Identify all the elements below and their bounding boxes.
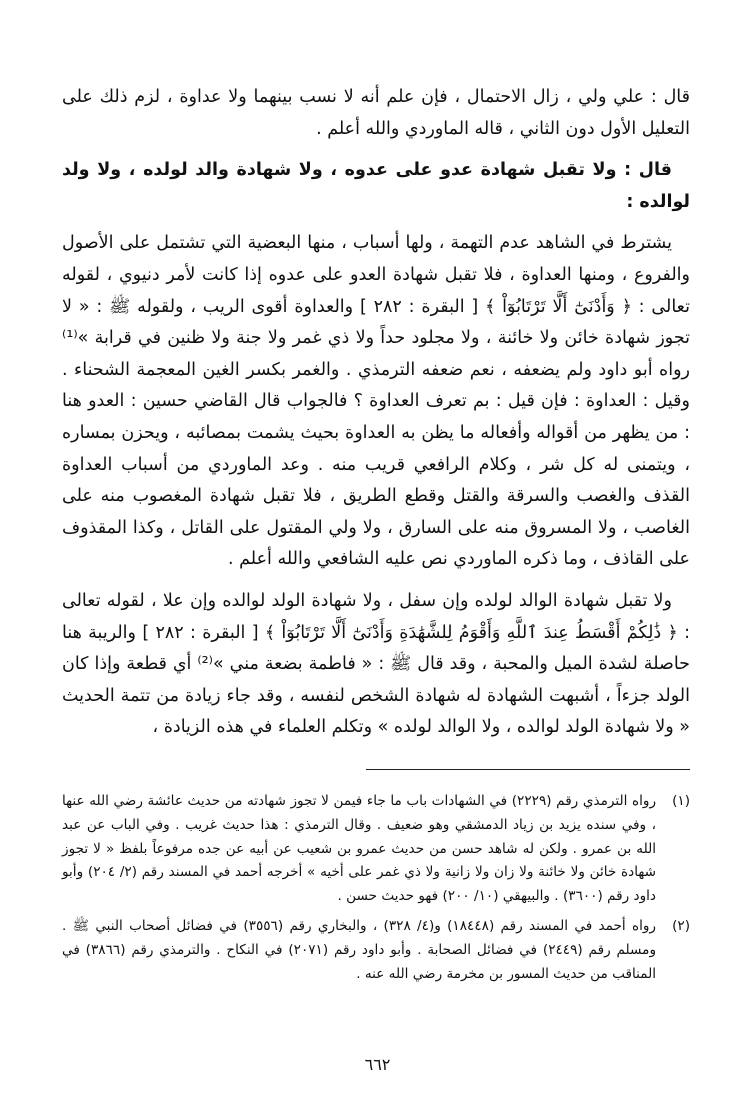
footnote-text: رواه الترمذي رقم (٢٢٢٩) في الشهادات باب ما جاء فيمن لا تجوز شهادته من حديث عائشة رضي الله عنها ، وفي سنده يزيد بن زياد الدمشقي وهو ضعيف . وقال الترمذي : هذا حديث غريب . وفي الباب عن عبد الله بن عمرو . ولكن له شاهد حسن من حديث عمرو بن شعيب عن أبيه عن جده مرفوعاً بلفظ « لا تجوز شهادة خائن ولا خائنة ولا زان ولا زانية ولا ذي غمر على أخيه » أخرجه أحمد في المسند رقم (٢/ ٢٠٤) وأبو داود رقم (٣٦٠٠) . والبيهقي (١٠/ ٢٠٠) فهو حديث حسن . (62, 793, 657, 905)
footnote-text: رواه أحمد في المسند رقم (١٨٤٤٨) و(٤/ ٣٢٨) ، والبخاري رقم (٣٥٥٦) في فضائل أصحاب النبي ﷺ . ومسلم رقم (٢٤٤٩) في فضائل الصحابة . وأبو داود رقم (٢٠٧١) في النكاح . والترمذي رقم (٣٨٦٦) في المناقب من حديث المسور بن مخرمة رضي الله عنه . (62, 917, 657, 982)
footnote-1 (62, 790, 690, 909)
footnote-2 (62, 915, 690, 986)
main-text (62, 82, 690, 744)
footnotes (62, 790, 690, 986)
paragraph-intro: قال : علي ولي ، زال الاحتمال ، فإن علم أنه لا نسب بينهما ولا عداوة ، لزم ذلك على التعليل الأول دون الثاني ، قاله الماوردي والله أعلم . (62, 87, 690, 139)
footnote-number: (١) (672, 793, 690, 809)
paragraph-parent-child: ولا تقبل شهادة الوالد لولده وإن سفل ، ولا شهادة الولد لوالده وإن علا ، لقوله تعالى : ﴿ ذَٰلِكُمْ أَقْسَطُ عِندَ ٱللَّهِ وَأَقْوَمُ لِلشَّهَٰدَةِ وَأَدْنَىٰٓ أَلَّا تَرْتَابُوٓاْ ﴾ [ البقرة : ٢٨٢ ] والريبة هنا حاصلة لشدة الميل والمحبة ، وقد قال ﷺ : « فاطمة بضعة مني »⁽²⁾ أي قطعة وإذا كان الولد جزءاً ، أشبهت الشهادة له شهادة الشخص لنفسه ، وقد جاء زيادة من تتمة الحديث « ولا شهادة الولد لوالده ، ولا الوالد لولده » وتكلم العلماء في هذه الزيادة ، (62, 590, 690, 738)
page-number: ٦٦٢ (364, 1055, 391, 1074)
matn-heading: قال : ولا تقبل شهادة عدو على عدوه ، ولا شهادة والد لولده ، ولا ولد لوالده : (62, 160, 690, 212)
footnote-number: (٢) (672, 917, 690, 934)
paragraph-enmity: يشترط في الشاهد عدم التهمة ، ولها أسباب ، منها البعضية التي تشتمل على الأصول والفروع ، ومنها العداوة ، فلا تقبل شهادة العدو على عدوه إذا كانت لأمر دنيوي ، لقوله تعالى : ﴿ وَأَدْنَىٰٓ أَلَّا تَرْتَابُوٓاْ ﴾ [ البقرة : ٢٨٢ ] والعداوة أقوى الريب ، ولقوله ﷺ : « لا تجوز شهادة خائن ولا خائنة ، ولا مجلود حداً ولا ذي غمر ولا جنة ولا ظنين في قرابة »⁽¹⁾ رواه أبو داود ولم يضعفه ، نعم ضعفه الترمذي . والغمر بكسر الغين المعجمة الشحناء . وقيل : العداوة : فإن قيل : بم تعرف العداوة ؟ فالجواب قال القاضي حسين : العدو هنا : من يظهر من أقواله وأفعاله ما يظن به العداوة بحيث يشمت بمصائبه ، ويحزن بمساره ، ويتمنى له كل شر ، وكلام الرافعي قريب منه . وعد الماوردي من أسباب العداوة القذف والغصب والسرقة والقتل وقطع الطريق ، فلا تقبل شهادة المغصوب منه على الغاصب ، ولا المسروق منه على السارق ، ولا ولي المقتول على القاتل ، وكذا المقذوف على القاذف ، وما ذكره الماوردي نص عليه الشافعي والله أعلم . (62, 233, 690, 570)
footnote-divider (366, 769, 690, 770)
